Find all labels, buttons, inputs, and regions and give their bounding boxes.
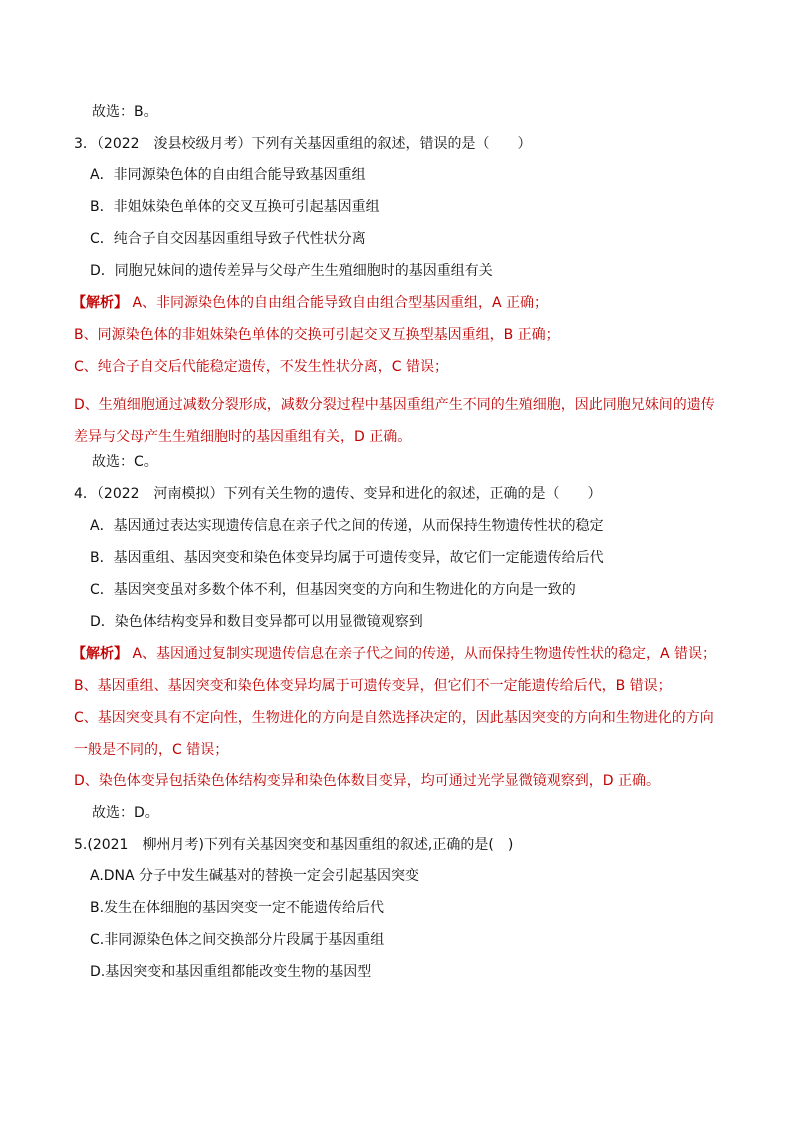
q3-option-b: B．非姐妹染色单体的交叉互换可引起基因重组 (90, 199, 380, 215)
q3-analysis-a: A、非同源染色体的自由组合能导致自由组合型基因重组，A 正确； (132, 295, 549, 311)
q3-option-d: D．同胞兄妹间的遗传差异与父母产生生殖细胞时的基因重组有关 (90, 263, 493, 279)
q4-option-d: D．染色体结构变异和数目变异都可以用显微镜观察到 (90, 614, 423, 630)
q3-analysis-b: B、同源染色体的非姐妹染色单体的交换可引起交叉互换型基因重组，B 正确； (74, 327, 560, 343)
q4-analysis-b: B、基因重组、基因突变和染色体变异均属于可遗传变异，但它们不一定能遗传给后代，B 错误； (74, 678, 672, 694)
q4-option-c: C．基因突变虽对多数个体不利，但基因突变的方向和生物进化的方向是一致的 (90, 582, 576, 598)
q5-option-b: B.发生在体细胞的基因突变一定不能遗传给后代 (90, 900, 385, 916)
q4-analysis-c: C、基因突变具有不定向性，生物进化的方向是自然选择决定的，因此基因突变的方向和生物进化的方向一般是不同的，C 错误； (74, 710, 714, 758)
q4-analysis-tag: 【解析】 (72, 646, 128, 662)
q4-option-a: A．基因通过表达实现遗传信息在亲子代之间的传递，从而保持生物遗传性状的稳定 (90, 518, 604, 534)
q4-stem: 4．（2022 河南模拟）下列有关生物的遗传、变异和进化的叙述，正确的是（ ） (74, 486, 602, 502)
q4-option-b: B．基因重组、基因突变和染色体变异均属于可遗传变异，故它们一定能遗传给后代 (90, 550, 604, 566)
q3-stem: 3．（2022 浚县校级月考）下列有关基因重组的叙述，错误的是（ ） (74, 136, 532, 152)
q3-analysis-first-line (72, 293, 548, 313)
q3-analysis-d: D、生殖细胞通过减数分裂形成，减数分裂过程中基因重组产生不同的生殖细胞，因此同胞兄妹间的遗传差异与父母产生生殖细胞时的基因重组有关，D 正确。 (74, 397, 715, 445)
q5-option-c: C.非同源染色体之间交换部分片段属于基因重组 (90, 932, 385, 948)
q5-option-a: A.DNA 分子中发生碱基对的替换一定会引起基因突变 (90, 868, 420, 884)
q3-analysis-tag: 【解析】 (72, 295, 128, 311)
q3-option-a: A．非同源染色体的自由组合能导致基因重组 (90, 167, 366, 183)
q2-answer: 故选：B。 (92, 104, 158, 120)
q3-analysis-c: C、纯合子自交后代能稳定遗传，不发生性状分离，C 错误； (74, 359, 448, 375)
q4-answer: 故选：D。 (92, 805, 159, 821)
q3-answer: 故选：C。 (92, 454, 158, 470)
q4-analysis-a: A、基因通过复制实现遗传信息在亲子代之间的传递，从而保持生物遗传性状的稳定，A 错误； (132, 646, 717, 662)
q4-analysis-first-line (72, 644, 716, 664)
q3-option-c: C．纯合子自交因基因重组导致子代性状分离 (90, 231, 366, 247)
q4-analysis-d: D、染色体变异包括染色体结构变异和染色体数目变异，均可通过光学显微镜观察到，D 正确。 (74, 773, 661, 789)
q5-stem: 5.(2021 柳州月考)下列有关基因突变和基因重组的叙述,正确的是( ) (74, 837, 514, 853)
q5-option-d: D.基因突变和基因重组都能改变生物的基因型 (90, 964, 372, 980)
